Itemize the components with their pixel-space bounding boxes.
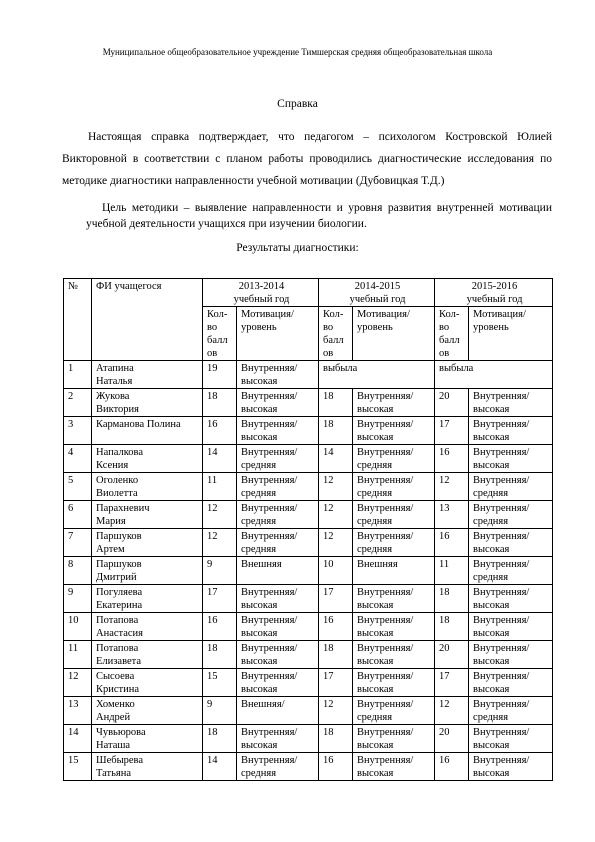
motivation-2014: Внутренняя/ высокая: [353, 417, 435, 445]
motivation-2014: Внешняя: [353, 557, 435, 585]
motivation-2015: Внутренняя/ высокая: [469, 641, 553, 669]
score-2015: 11: [435, 557, 469, 585]
table-row: [64, 445, 553, 473]
score-2015: 12: [435, 697, 469, 725]
score-2015: 17: [435, 417, 469, 445]
score-2014: 12: [319, 529, 353, 557]
score-2014: 17: [319, 669, 353, 697]
table-row: [64, 613, 553, 641]
student-name: Потапова Анастасия: [92, 613, 203, 641]
motivation-2013: Внутренняя/ средняя: [237, 529, 319, 557]
table-header-row: [64, 279, 553, 307]
table-row: [64, 669, 553, 697]
score-2015: 16: [435, 753, 469, 781]
score-2013: 12: [203, 529, 237, 557]
score-2015: 18: [435, 585, 469, 613]
motivation-2013: Внутренняя/ высокая: [237, 389, 319, 417]
score-2013: 18: [203, 641, 237, 669]
score-2013: 15: [203, 669, 237, 697]
table-row: [64, 389, 553, 417]
motivation-2014: Внутренняя/ средняя: [353, 697, 435, 725]
motivation-2013: Внутренняя/ высокая: [237, 361, 319, 389]
document-title: Справка: [277, 98, 318, 110]
score-2013: 9: [203, 557, 237, 585]
row-num: 12: [64, 669, 92, 697]
score-2014: 12: [319, 501, 353, 529]
sub-score-header: Кол- во балл ов: [203, 307, 237, 361]
motivation-2014: Внутренняя/ высокая: [353, 613, 435, 641]
dropped-2014: выбыла: [319, 361, 435, 389]
motivation-2014: Внутренняя/ высокая: [353, 753, 435, 781]
motivation-2013: Внутренняя/ средняя: [237, 445, 319, 473]
row-num: 6: [64, 501, 92, 529]
motivation-2013: Внешняя/: [237, 697, 319, 725]
row-num: 8: [64, 557, 92, 585]
motivation-2013: Внутренняя/ высокая: [237, 669, 319, 697]
motivation-2013: Внутренняя/ высокая: [237, 613, 319, 641]
motivation-2015: Внутренняя/ средняя: [469, 473, 553, 501]
motivation-2015: Внутренняя/ средняя: [469, 557, 553, 585]
student-name: Жукова Виктория: [92, 389, 203, 417]
table-row: [64, 753, 553, 781]
motivation-2014: Внутренняя/ средняя: [353, 445, 435, 473]
score-2015: 18: [435, 613, 469, 641]
table-row: [64, 361, 553, 389]
motivation-2014: Внутренняя/ средняя: [353, 473, 435, 501]
student-name: Потапова Елизавета: [92, 641, 203, 669]
motivation-2013: Внутренняя/ средняя: [237, 753, 319, 781]
score-2015: 16: [435, 529, 469, 557]
table-row: [64, 585, 553, 613]
row-num: 13: [64, 697, 92, 725]
score-2014: 10: [319, 557, 353, 585]
goal-paragraph: Цель методики – выявление направленности и уровня развития внутренней мотивации учебной деятельности учащихся при изучении биологии.: [86, 202, 552, 230]
student-name: Карманова Полина: [92, 417, 203, 445]
score-2013: 16: [203, 613, 237, 641]
col-num-header: №: [64, 279, 92, 361]
dropped-2015: выбыла: [435, 361, 553, 389]
row-num: 9: [64, 585, 92, 613]
motivation-2015: Внутренняя/ средняя: [469, 697, 553, 725]
score-2014: 12: [319, 473, 353, 501]
col-name-header: ФИ учащегося: [92, 279, 203, 361]
row-num: 14: [64, 725, 92, 753]
motivation-2015: Внутренняя/ высокая: [469, 613, 553, 641]
score-2015: 12: [435, 473, 469, 501]
sub-motivation-header: Мотивация/ уровень: [469, 307, 553, 361]
motivation-2014: Внутренняя/ высокая: [353, 725, 435, 753]
score-2015: 13: [435, 501, 469, 529]
row-num: 11: [64, 641, 92, 669]
student-name: Атапина Наталья: [92, 361, 203, 389]
motivation-2015: Внутренняя/ высокая: [469, 529, 553, 557]
row-num: 1: [64, 361, 92, 389]
institution-header: Муниципальное общеобразовательное учреждение Тимшерская средняя общеобразовательная школа: [102, 47, 493, 57]
table-row: [64, 473, 553, 501]
row-num: 10: [64, 613, 92, 641]
results-caption: Результаты диагностики:: [236, 242, 359, 254]
student-name: Хоменко Андрей: [92, 697, 203, 725]
table-row: [64, 557, 553, 585]
student-name: Паршуков Дмитрий: [92, 557, 203, 585]
motivation-2015: Внутренняя/ высокая: [469, 389, 553, 417]
score-2014: 18: [319, 641, 353, 669]
motivation-2015: Внутренняя/ высокая: [469, 669, 553, 697]
score-2013: 9: [203, 697, 237, 725]
table-row: [64, 529, 553, 557]
table-row: [64, 501, 553, 529]
sub-score-header: Кол- во балл ов: [319, 307, 353, 361]
student-name: Погуляева Екатерина: [92, 585, 203, 613]
student-name: Паршуков Артем: [92, 529, 203, 557]
score-2015: 17: [435, 669, 469, 697]
score-2014: 14: [319, 445, 353, 473]
motivation-2015: Внутренняя/ высокая: [469, 753, 553, 781]
row-num: 4: [64, 445, 92, 473]
score-2015: 16: [435, 445, 469, 473]
motivation-2015: Внутренняя/ средняя: [469, 501, 553, 529]
score-2013: 14: [203, 753, 237, 781]
student-name: Напалкова Ксения: [92, 445, 203, 473]
score-2015: 20: [435, 389, 469, 417]
intro-paragraph: Настоящая справка подтверждает, что педагогом – психологом Костровской Юлией Викторовной в соответствии с планом работы проводились диагностические исследования по методике диагностики направленности учебной мотивации (Дубовицкая Т.Д.): [62, 131, 552, 187]
motivation-2013: Внутренняя/ высокая: [237, 417, 319, 445]
motivation-2015: Внутренняя/ высокая: [469, 445, 553, 473]
score-2014: 17: [319, 585, 353, 613]
score-2014: 16: [319, 613, 353, 641]
row-num: 5: [64, 473, 92, 501]
score-2014: 18: [319, 725, 353, 753]
table-row: [64, 697, 553, 725]
score-2014: 18: [319, 389, 353, 417]
row-num: 7: [64, 529, 92, 557]
student-name: Парахневич Мария: [92, 501, 203, 529]
motivation-2014: Внутренняя/ высокая: [353, 669, 435, 697]
sub-motivation-header: Мотивация/ уровень: [353, 307, 435, 361]
motivation-2013: Внутренняя/ средняя: [237, 473, 319, 501]
motivation-2014: Внутренняя/ высокая: [353, 585, 435, 613]
student-name: Чувьюрова Наташа: [92, 725, 203, 753]
results-table: [63, 278, 553, 781]
table-row: [64, 641, 553, 669]
score-2013: 17: [203, 585, 237, 613]
motivation-2015: Внутренняя/ высокая: [469, 585, 553, 613]
row-num: 2: [64, 389, 92, 417]
motivation-2013: Внешняя: [237, 557, 319, 585]
motivation-2013: Внутренняя/ высокая: [237, 641, 319, 669]
table-row: [64, 725, 553, 753]
motivation-2013: Внутренняя/ средняя: [237, 501, 319, 529]
score-2014: 16: [319, 753, 353, 781]
motivation-2014: Внутренняя/ средняя: [353, 501, 435, 529]
student-name: Сысоева Кристина: [92, 669, 203, 697]
score-2013: 14: [203, 445, 237, 473]
score-2013: 19: [203, 361, 237, 389]
year-header-2015: 2015-2016 учебный год: [435, 279, 553, 307]
motivation-2015: Внутренняя/ высокая: [469, 417, 553, 445]
motivation-2013: Внутренняя/ высокая: [237, 725, 319, 753]
row-num: 15: [64, 753, 92, 781]
score-2013: 11: [203, 473, 237, 501]
sub-motivation-header: Мотивация/ уровень: [237, 307, 319, 361]
motivation-2013: Внутренняя/ высокая: [237, 585, 319, 613]
row-num: 3: [64, 417, 92, 445]
score-2013: 16: [203, 417, 237, 445]
score-2015: 20: [435, 725, 469, 753]
motivation-2015: Внутренняя/ высокая: [469, 725, 553, 753]
score-2014: 12: [319, 697, 353, 725]
year-header-2013: 2013-2014 учебный год: [203, 279, 319, 307]
score-2014: 18: [319, 417, 353, 445]
motivation-2014: Внутренняя/ средняя: [353, 529, 435, 557]
table-row: [64, 417, 553, 445]
score-2013: 12: [203, 501, 237, 529]
student-name: Шебырева Татьяна: [92, 753, 203, 781]
motivation-2014: Внутренняя/ высокая: [353, 389, 435, 417]
sub-score-header: Кол- во балл ов: [435, 307, 469, 361]
score-2013: 18: [203, 725, 237, 753]
year-header-2014: 2014-2015 учебный год: [319, 279, 435, 307]
motivation-2014: Внутренняя/ высокая: [353, 641, 435, 669]
score-2013: 18: [203, 389, 237, 417]
score-2015: 20: [435, 641, 469, 669]
student-name: Оголенко Виолетта: [92, 473, 203, 501]
